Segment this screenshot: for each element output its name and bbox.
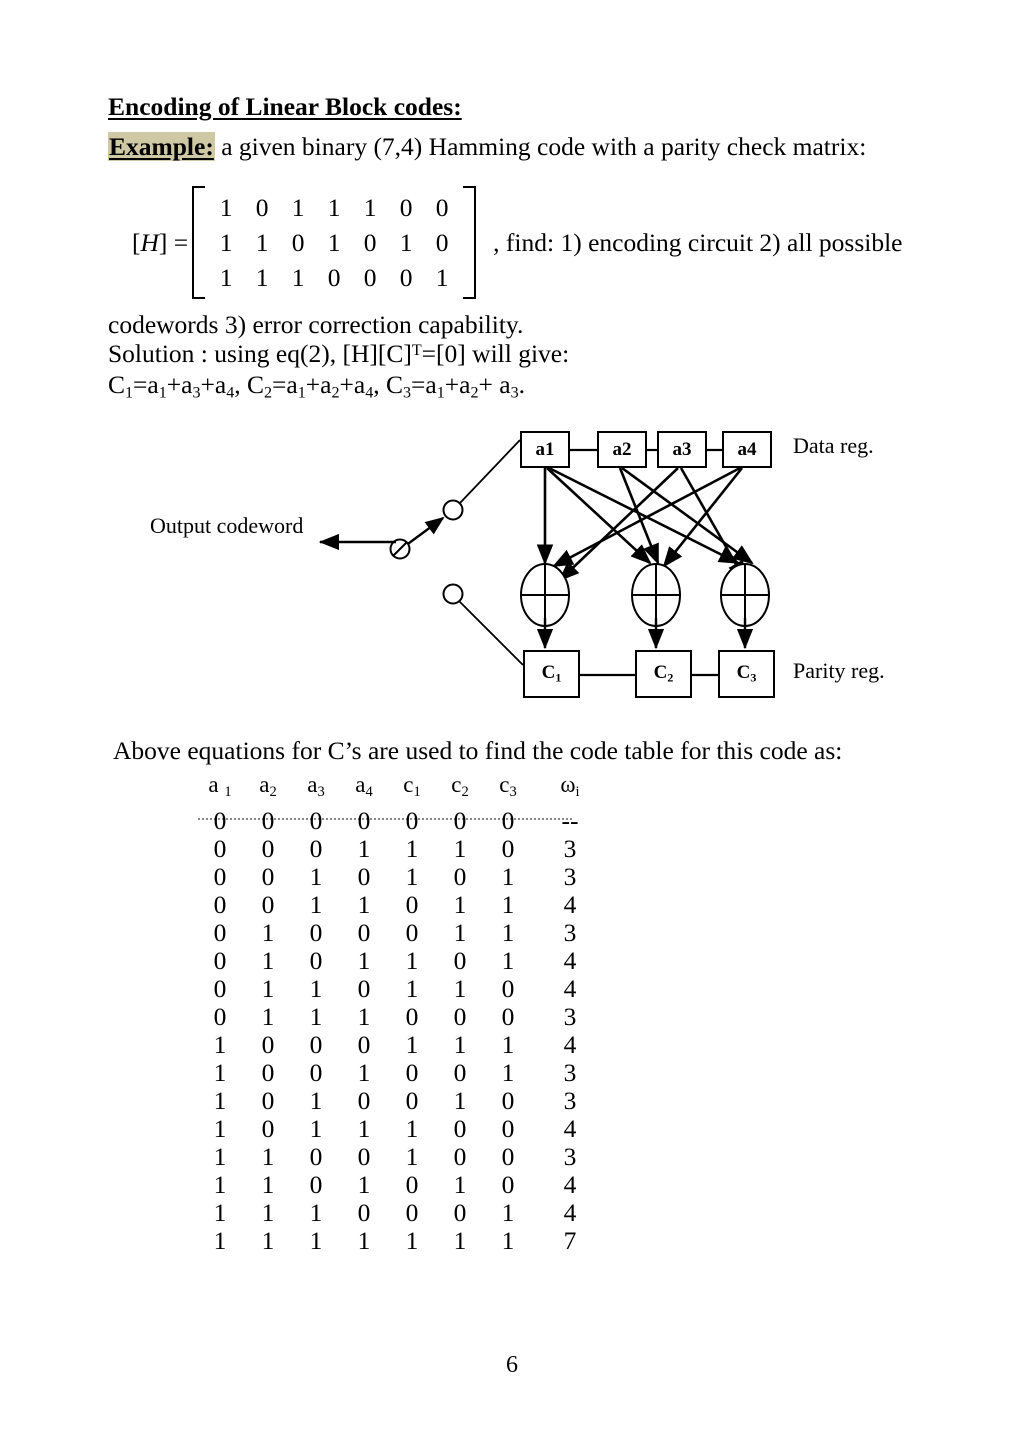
matrix-bracket-open: [ bbox=[132, 227, 141, 257]
wire-a3-c1 bbox=[560, 468, 678, 580]
code-table bbox=[196, 772, 608, 1255]
matrix-cell: 1 bbox=[363, 192, 377, 222]
data-register-label: Data reg. bbox=[793, 433, 874, 458]
table-cell-bit: 0 bbox=[357, 974, 371, 1004]
table-cell-bit: 1 bbox=[501, 918, 515, 948]
table-cell-bit: 0 bbox=[213, 974, 227, 1004]
wire-switch-to-c1 bbox=[459, 601, 523, 665]
table-cell-bit: 1 bbox=[213, 1226, 227, 1256]
matrix-cell: 0 bbox=[435, 192, 449, 222]
switch-blade bbox=[401, 518, 443, 549]
wire-a4-c1 bbox=[554, 468, 740, 566]
parity-cell-label: $C_1$ bbox=[541, 662, 562, 685]
table-cell-bit: 1 bbox=[213, 1114, 227, 1144]
table-cell-weight: 4 bbox=[563, 946, 577, 976]
table-row bbox=[196, 1003, 608, 1031]
table-cell-bit: 0 bbox=[261, 862, 275, 892]
table-cell-weight: 4 bbox=[563, 1170, 577, 1200]
table-cell-bit: 0 bbox=[357, 918, 371, 948]
table-cell-bit: 0 bbox=[501, 974, 515, 1004]
table-row bbox=[196, 1115, 608, 1143]
table-cell-bit: 1 bbox=[357, 1226, 371, 1256]
line-solution bbox=[108, 341, 569, 367]
table-row bbox=[196, 835, 608, 863]
table-cell-bit: 0 bbox=[261, 806, 275, 836]
table-cell-weight: 3 bbox=[563, 1058, 577, 1088]
column-header-c2: $c_2$ bbox=[451, 772, 469, 801]
table-cell-bit: 0 bbox=[405, 806, 419, 836]
table-cell-bit: 0 bbox=[213, 1002, 227, 1032]
table-cell-bit: 1 bbox=[213, 1086, 227, 1116]
wire-a2-c2 bbox=[620, 468, 658, 563]
table-cell-bit: 1 bbox=[309, 862, 323, 892]
xor-gate-c3 bbox=[721, 564, 769, 626]
table-cell-weight: 4 bbox=[563, 1114, 577, 1144]
wire-a4-c2 bbox=[664, 468, 742, 566]
table-cell-bit: 1 bbox=[309, 1226, 323, 1256]
table-cell-bit: 1 bbox=[405, 1142, 419, 1172]
table-cell-bit: 1 bbox=[309, 1002, 323, 1032]
table-cell-bit: 0 bbox=[453, 1114, 467, 1144]
table-row bbox=[196, 919, 608, 947]
table-row bbox=[196, 1199, 608, 1227]
data-cell-label: a2 bbox=[612, 438, 632, 460]
table-intro-text: Above equations for C’s are used to find the code table for this code as: bbox=[113, 736, 843, 765]
matrix-symbol-h: H bbox=[140, 227, 159, 257]
table-cell-bit: 0 bbox=[213, 862, 227, 892]
table-cell-bit: 0 bbox=[453, 946, 467, 976]
table-cell-bit: 0 bbox=[213, 834, 227, 864]
output-codeword-label: Output codeword bbox=[150, 513, 304, 538]
table-cell-bit: 1 bbox=[501, 890, 515, 920]
matrix-cell: 1 bbox=[255, 227, 269, 257]
matrix-cell: 1 bbox=[219, 262, 233, 292]
data-cell-label: a3 bbox=[672, 438, 692, 460]
parity-register-cell-c2[interactable] bbox=[635, 650, 692, 698]
switch-contact-upper bbox=[444, 501, 463, 520]
matrix-label bbox=[132, 228, 188, 258]
table-cell-bit: 1 bbox=[501, 862, 515, 892]
solution-text-post: =[0] will give: bbox=[421, 339, 570, 368]
table-cell-bit: 0 bbox=[261, 1058, 275, 1088]
table-cell-bit: 1 bbox=[453, 1226, 467, 1256]
parity-register-cell-c1[interactable] bbox=[523, 650, 580, 698]
table-row bbox=[196, 1227, 608, 1255]
table-cell-bit: 0 bbox=[405, 890, 419, 920]
xor-input-connections bbox=[545, 468, 752, 580]
output-switch bbox=[320, 440, 523, 665]
table-cell-bit: 0 bbox=[309, 806, 323, 836]
table-cell-bit: 0 bbox=[453, 862, 467, 892]
table-cell-weight: 4 bbox=[563, 974, 577, 1004]
table-cell-bit: 0 bbox=[357, 1142, 371, 1172]
table-cell-bit: 0 bbox=[261, 834, 275, 864]
table-cell-bit: 1 bbox=[357, 946, 371, 976]
table-row bbox=[196, 891, 608, 919]
matrix-trailing-text: , find: 1) encoding circuit 2) all possible bbox=[493, 227, 903, 257]
table-cell-bit: 1 bbox=[357, 1114, 371, 1144]
table-cell-bit: 0 bbox=[405, 1170, 419, 1200]
table-row bbox=[196, 947, 608, 975]
xor-gate-c1 bbox=[521, 564, 569, 626]
table-cell-bit: 1 bbox=[261, 946, 275, 976]
table-cell-bit: 1 bbox=[357, 834, 371, 864]
table-cell-bit: 1 bbox=[261, 974, 275, 1004]
table-row bbox=[196, 863, 608, 891]
switch-pivot-slash bbox=[393, 542, 407, 556]
table-cell-bit: 0 bbox=[213, 918, 227, 948]
table-cell-bit: 0 bbox=[501, 834, 515, 864]
matrix-bracket-close-equals: ] = bbox=[158, 227, 189, 257]
table-cell-bit: 0 bbox=[501, 1002, 515, 1032]
table-cell-bit: 1 bbox=[501, 1030, 515, 1060]
matrix-cell: 0 bbox=[435, 227, 449, 257]
table-cell-weight: 3 bbox=[563, 1086, 577, 1116]
table-cell-bit: 0 bbox=[357, 806, 371, 836]
table-cell-bit: 1 bbox=[405, 862, 419, 892]
table-row bbox=[196, 1087, 608, 1115]
matrix-cell: 1 bbox=[291, 262, 305, 292]
column-header-c3: $c_3$ bbox=[499, 772, 517, 801]
table-cell-bit: 1 bbox=[309, 1086, 323, 1116]
table-cell-bit: 1 bbox=[405, 974, 419, 1004]
switch-contact-lower bbox=[444, 585, 463, 604]
table-cell-bit: 1 bbox=[261, 1198, 275, 1228]
parity-cell-label: $C_2$ bbox=[653, 662, 674, 685]
matrix-right-bracket bbox=[463, 186, 476, 299]
column-header-weight: $\omega_i$ bbox=[560, 772, 580, 801]
table-cell-bit: 0 bbox=[213, 890, 227, 920]
example-label: Example: bbox=[109, 132, 214, 161]
parity-register-cell-c3[interactable] bbox=[718, 650, 775, 698]
matrix-grid bbox=[205, 186, 463, 299]
column-header-a2: $a_2$ bbox=[259, 772, 277, 801]
table-cell-bit: 0 bbox=[309, 1142, 323, 1172]
table-cell-bit: 1 bbox=[357, 1058, 371, 1088]
table-cell-bit: 0 bbox=[453, 1198, 467, 1228]
example-line bbox=[108, 134, 866, 160]
parity-check-matrix bbox=[132, 186, 903, 299]
table-cell-weight: 4 bbox=[563, 890, 577, 920]
data-register-cell-a4[interactable] bbox=[722, 431, 772, 468]
table-cell-weight: 3 bbox=[563, 1002, 577, 1032]
page-title: Encoding of Linear Block codes: bbox=[108, 92, 462, 121]
data-register-cell-a3[interactable] bbox=[657, 431, 707, 468]
xor-to-parity-arrows bbox=[545, 618, 745, 648]
table-cell-bit: 0 bbox=[405, 1002, 419, 1032]
table-cell-weight: 4 bbox=[563, 1030, 577, 1060]
xor-gate-c2 bbox=[632, 564, 680, 626]
table-cell-bit: 0 bbox=[405, 1198, 419, 1228]
matrix-cell: 1 bbox=[435, 262, 449, 292]
matrix-cell: 1 bbox=[219, 192, 233, 222]
wire-a1-c2 bbox=[547, 468, 650, 563]
table-cell-bit: 1 bbox=[357, 1170, 371, 1200]
matrix-cell: 1 bbox=[219, 227, 233, 257]
table-cell-bit: 0 bbox=[309, 1170, 323, 1200]
table-cell-bit: 0 bbox=[357, 1030, 371, 1060]
wire-a2-c3 bbox=[622, 468, 752, 563]
wire-a3-c3 bbox=[681, 468, 745, 580]
table-row bbox=[196, 1031, 608, 1059]
table-cell-weight: 7 bbox=[563, 1226, 577, 1256]
matrix-cell: 1 bbox=[255, 262, 269, 292]
table-cell-bit: 0 bbox=[261, 1030, 275, 1060]
matrix-cell: 0 bbox=[255, 192, 269, 222]
code-table-body bbox=[196, 807, 608, 1255]
matrix-cell: 0 bbox=[399, 192, 413, 222]
table-cell-bit: 1 bbox=[309, 890, 323, 920]
column-header-a3: $a_3$ bbox=[307, 772, 325, 801]
column-header-c1: $c_1$ bbox=[403, 772, 421, 801]
table-cell-bit: 1 bbox=[453, 890, 467, 920]
table-cell-bit: 1 bbox=[405, 1114, 419, 1144]
table-cell-bit: 0 bbox=[501, 806, 515, 836]
table-cell-bit: 0 bbox=[453, 1002, 467, 1032]
table-cell-weight: 3 bbox=[563, 918, 577, 948]
table-cell-bit: 0 bbox=[309, 1058, 323, 1088]
table-cell-bit: 1 bbox=[309, 1198, 323, 1228]
matrix-cell: 0 bbox=[327, 262, 341, 292]
table-cell-bit: 1 bbox=[213, 1058, 227, 1088]
table-cell-weight: 3 bbox=[563, 862, 577, 892]
matrix-cell: 1 bbox=[327, 192, 341, 222]
table-cell-bit: 1 bbox=[213, 1198, 227, 1228]
table-cell-bit: 1 bbox=[357, 1002, 371, 1032]
transpose-superscript: T bbox=[411, 341, 422, 359]
data-register-cell-a2[interactable] bbox=[597, 431, 647, 468]
table-row bbox=[196, 1143, 608, 1171]
parity-cell-label: $C_3$ bbox=[736, 662, 757, 685]
matrix-cell: 0 bbox=[291, 227, 305, 257]
table-cell-bit: 1 bbox=[453, 1030, 467, 1060]
matrix-cell: 0 bbox=[363, 227, 377, 257]
table-cell-weight: 3 bbox=[563, 834, 577, 864]
data-cell-label: a1 bbox=[535, 438, 555, 460]
table-cell-bit: 1 bbox=[261, 918, 275, 948]
table-row bbox=[196, 1059, 608, 1087]
table-cell-bit: 0 bbox=[261, 1086, 275, 1116]
table-cell-bit: 1 bbox=[453, 918, 467, 948]
matrix-cell: 1 bbox=[327, 227, 341, 257]
table-cell-bit: 0 bbox=[261, 1114, 275, 1144]
switch-pivot bbox=[391, 540, 410, 559]
table-cell-bit: 1 bbox=[261, 1226, 275, 1256]
table-cell-bit: 1 bbox=[501, 1226, 515, 1256]
table-cell-bit: 0 bbox=[453, 1142, 467, 1172]
table-cell-bit: 0 bbox=[357, 1198, 371, 1228]
table-cell-weight: 3 bbox=[563, 1142, 577, 1172]
table-cell-bit: 0 bbox=[309, 834, 323, 864]
table-cell-weight: 4 bbox=[563, 1198, 577, 1228]
table-cell-bit: 0 bbox=[453, 806, 467, 836]
matrix-cell: 0 bbox=[399, 262, 413, 292]
table-cell-bit: 1 bbox=[261, 1170, 275, 1200]
table-cell-bit: 1 bbox=[261, 1142, 275, 1172]
wire-a1-c3 bbox=[549, 468, 738, 563]
example-body-text: a given binary (7,4) Hamming code with a parity check matrix: bbox=[214, 132, 867, 161]
table-row bbox=[196, 1171, 608, 1199]
table-cell-bit: 1 bbox=[309, 974, 323, 1004]
table-cell-bit: 0 bbox=[357, 1086, 371, 1116]
table-cell-bit: 1 bbox=[501, 1198, 515, 1228]
table-cell-weight: -- bbox=[561, 806, 579, 836]
matrix-left-bracket bbox=[192, 186, 205, 299]
table-cell-bit: 0 bbox=[405, 918, 419, 948]
table-cell-bit: 1 bbox=[405, 1226, 419, 1256]
table-cell-bit: 1 bbox=[453, 1170, 467, 1200]
table-cell-bit: 0 bbox=[261, 890, 275, 920]
data-register-cell-a1[interactable] bbox=[520, 431, 570, 468]
column-header-a1: a $_1$ bbox=[208, 772, 232, 801]
matrix-cell: 1 bbox=[399, 227, 413, 257]
table-cell-bit: 0 bbox=[405, 1058, 419, 1088]
table-cell-bit: 1 bbox=[453, 1086, 467, 1116]
table-cell-bit: 1 bbox=[501, 946, 515, 976]
table-header-row bbox=[196, 772, 608, 807]
table-cell-bit: 1 bbox=[405, 946, 419, 976]
table-cell-bit: 0 bbox=[309, 918, 323, 948]
table-cell-bit: 1 bbox=[213, 1170, 227, 1200]
data-cell-label: a4 bbox=[737, 438, 757, 460]
solution-text-pre: Solution : using eq(2), [H][C] bbox=[108, 339, 412, 368]
table-cell-bit: 1 bbox=[501, 1058, 515, 1088]
table-cell-bit: 0 bbox=[453, 1058, 467, 1088]
column-header-a4: $a_4$ bbox=[355, 772, 373, 801]
parity-equations: $C_1=a_1+a_3+a_4$, $C_2=a_1+a_2+a_4$, $C_3=a_1+a_2+ a_3$. bbox=[108, 370, 525, 402]
table-cell-bit: 0 bbox=[309, 946, 323, 976]
table-cell-bit: 0 bbox=[213, 806, 227, 836]
matrix-cell: 1 bbox=[291, 192, 305, 222]
table-cell-bit: 1 bbox=[213, 1030, 227, 1060]
table-cell-bit: 0 bbox=[501, 1114, 515, 1144]
table-cell-bit: 1 bbox=[357, 890, 371, 920]
table-cell-bit: 1 bbox=[453, 974, 467, 1004]
table-row bbox=[196, 975, 608, 1003]
table-cell-bit: 0 bbox=[501, 1142, 515, 1172]
table-cell-bit: 0 bbox=[309, 1030, 323, 1060]
table-cell-bit: 1 bbox=[213, 1142, 227, 1172]
page-number: 6 bbox=[506, 1352, 518, 1378]
line-codewords: codewords 3) error correction capability. bbox=[108, 310, 524, 339]
table-cell-bit: 1 bbox=[261, 1002, 275, 1032]
parity-register-label: Parity reg. bbox=[793, 658, 885, 683]
table-cell-bit: 1 bbox=[453, 834, 467, 864]
table-row bbox=[196, 807, 608, 835]
table-cell-bit: 0 bbox=[213, 946, 227, 976]
table-cell-bit: 1 bbox=[405, 1030, 419, 1060]
table-cell-bit: 0 bbox=[501, 1170, 515, 1200]
wire-a1-to-switch-contact bbox=[460, 440, 520, 503]
table-cell-bit: 1 bbox=[309, 1114, 323, 1144]
table-cell-bit: 0 bbox=[501, 1086, 515, 1116]
xor-gates bbox=[521, 564, 769, 626]
matrix-cell: 0 bbox=[363, 262, 377, 292]
table-cell-bit: 0 bbox=[405, 1086, 419, 1116]
table-cell-bit: 1 bbox=[405, 834, 419, 864]
table-cell-bit: 0 bbox=[357, 862, 371, 892]
